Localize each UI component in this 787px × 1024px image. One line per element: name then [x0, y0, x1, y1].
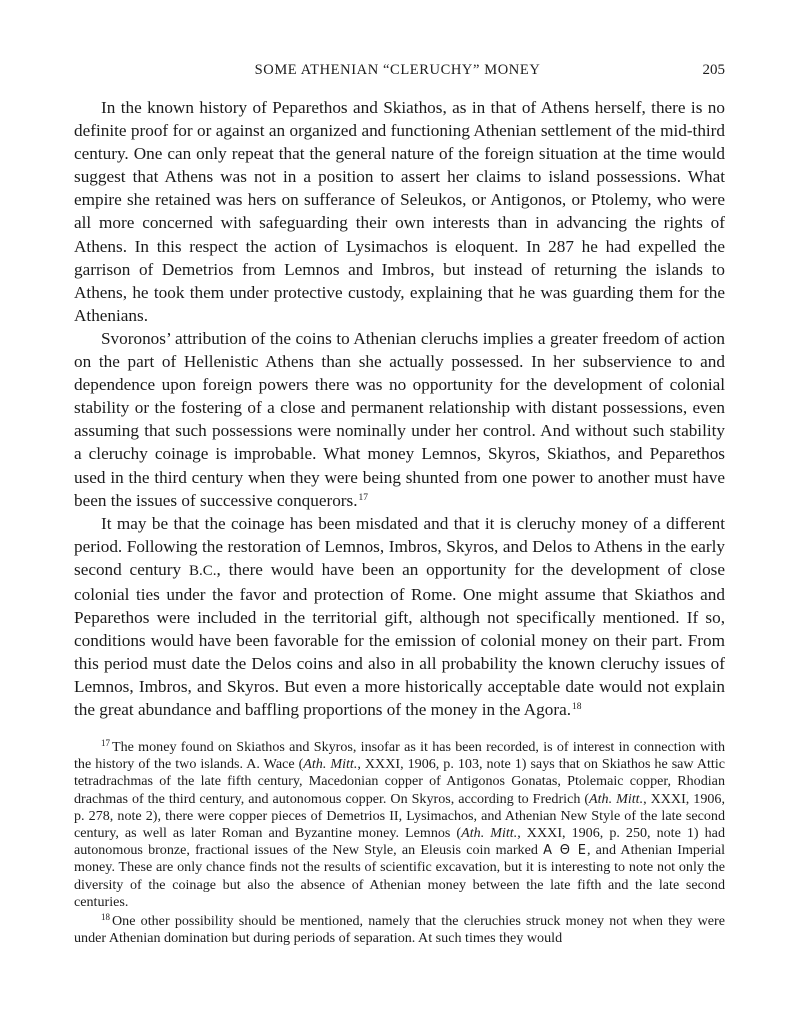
greek-inscription: Α Θ Ε: [543, 843, 587, 859]
running-head: [70, 62, 725, 84]
citation-ath-mitt-2: Ath. Mitt.: [589, 790, 644, 807]
page-number: 205: [702, 62, 725, 78]
paragraph-3-text-b: , there would have been an opportunity for the development of close colonial ties under the favor and protection of Rome. One might assume that Skiathos and Peparethos were included in the territorial gift, although not specifically mentioned. If so, conditions would have been favorable for the emission of colonial money on their part. From this period must date the Delos coins and also in all probability the known cleruchy issues of Lemnos, Imbros, and Skyros. But even a more historically acceptable date would not explain the great abundance and baffling proportions of the money in the Agora.: [74, 559, 725, 720]
running-title: SOME ATHENIAN “CLERUCHY” MONEY: [254, 62, 541, 78]
paragraph-3-text-a: It may be that the coinage has been misdated and that it is cleruchy money of a different period. Following the restoration of Lemnos, Imbros, Skyros, and Delos to Athens in the early second century: [74, 513, 725, 579]
paragraph-1: [74, 96, 725, 327]
footnote-17-text-5: , and Athenian Imperial money. These are only chance finds not the results of scientific excavation, but it is interesting to note not only the diversity of the coinage but also the absence of Athenian money between the late fifth and the late second centuries.: [74, 842, 725, 910]
footnote-18-text: One other possibility should be mentioned, namely that the cleruchies struck money not when they were under Athenian domination but during periods of separation. At such times they would: [74, 913, 725, 947]
footnote-18: [74, 913, 725, 947]
footnote-17-text-2: , XXXI, 1906, p. 103, note 1) says that on Skiathos he saw Attic tetradrachmas of the late fifth century, Macedonian copper of Antigonos Gonatas, Ptolemaic copper, Rhodian drachmas of the third century, and autonomous copper. On Skyros, according to Fredrich (: [74, 756, 725, 807]
paragraph-2: [74, 327, 725, 512]
footnote-17-text-4: , XXXI, 1906, p. 250, note 1) had autonomous bronze, fractional issues of the New Style, an Eleusis coin marked: [74, 825, 725, 859]
body-text: [74, 96, 725, 722]
paragraph-2-text: Svoronos’ attribution of the coins to Athenian cleruchs implies a greater freedom of action on the part of Hellenistic Athens than she actually possessed. In her subservience to and dependence upon foreign powers there was no opportunity for the development of colonial stability or the fostering of a close and permanent relationship with distant possessions, even assuming that such possessions were nominally under her control. And without such stability a cleruchy coinage is improbable. What money Lemnos, Skyros, Skiathos, and Peparethos used in the third century when they were being shunted from one power to another must have been the issues of successive conquerors.: [74, 328, 725, 510]
footnote-17-text-3: , XXXI, 1906, p. 278, note 2), there were copper pieces of Demetrios II, Lysimachos, and Athenian New Style of the late second century, as well as later Roman and Byzantine money. Lemnos (: [74, 790, 725, 842]
footnote-ref-17: 17: [358, 492, 369, 503]
footnote-17: [74, 739, 725, 911]
footnote-mark-18: 18: [101, 912, 110, 923]
citation-ath-mitt-3: Ath. Mitt.: [461, 825, 518, 842]
paragraph-3: [74, 512, 725, 722]
citation-ath-mitt-1: Ath. Mitt.: [303, 756, 358, 773]
footnote-mark-17: 17: [101, 738, 110, 748]
footnote-ref-18: 18: [572, 702, 582, 713]
paragraph-1-text: In the known history of Peparethos and Skiathos, as in that of Athens herself, there is no definite proof for or against an organized and functioning Athenian settlement of the mid-third century. One can only repeat that the general nature of the foreign situation at the time would suggest that Athens was not in a position to assert her claims to island possessions. What empire she retained was hers on sufferance of Seleukos, or Antigonos, or Ptolemy, who were all more concerned with safeguarding their own interests than in advancing the rights of Athens. In this respect the action of Lysimachos is eloquent. In 287 he had expelled the garrison of Demetrios from Lemnos and Imbros, but instead of returning the islands to Athens, he took them under protective custody, explaining that he was guarding them for the Athenians.: [74, 98, 725, 325]
footnote-17-text-1: The money found on Skiathos and Skyros, insofar as it has been recorded, is of interest in connection with the history of the two islands. A. Wace (: [74, 739, 725, 773]
footnotes: [74, 739, 725, 947]
era-abbreviation: B.C.: [188, 562, 217, 579]
